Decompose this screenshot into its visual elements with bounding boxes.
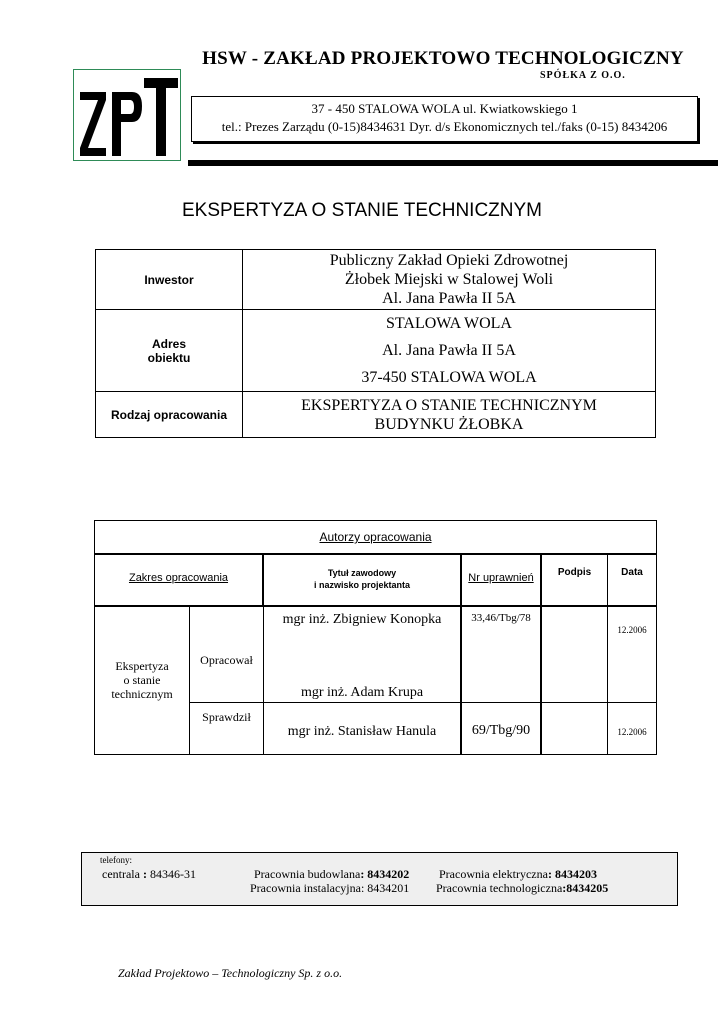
- scope-cell: [95, 659, 189, 701]
- author-konopka: mgr inż. Zbigniew Konopka: [282, 612, 442, 627]
- company-name: HSW - ZAKŁAD PROJEKTOWO TECHNOLOGICZNY: [202, 48, 684, 69]
- role-prepared: Opracował: [200, 653, 253, 667]
- phones-line: tel.: Prezes Zarządu (0-15)8434631 Dyr. d/s Ekonomicznych tel./faks (0-15) 8434206: [221, 119, 668, 134]
- scope-line: o stanie: [123, 673, 161, 687]
- date-prepared: 12.2006: [617, 625, 647, 635]
- phone-electric-value: : 8434203: [547, 867, 597, 881]
- address-label: [96, 310, 243, 392]
- investor-line: Publiczny Zakład Opieki Zdrowotnej: [329, 252, 569, 269]
- footer-note: Zakład Projektowo – Technologiczny Sp. z o.o.: [118, 966, 343, 980]
- address-value-line: STALOWA WOLA: [386, 315, 512, 332]
- phone-building-value: : 8434202: [360, 867, 410, 881]
- document-title: EKSPERTYZA O STANIE TECHNICZNYM: [181, 200, 542, 221]
- row-divider: [95, 605, 656, 607]
- phones-heading: telefony:: [100, 855, 132, 865]
- address-line: 37 - 450 STALOWA WOLA ul. Kwiatkowskiego 1: [311, 101, 578, 116]
- phone-install: Pracownia instalacyjna: 8434201: [250, 881, 410, 895]
- address-label-line: obiektu: [147, 350, 191, 365]
- col-scope-header: Zakres opracowania: [128, 572, 229, 584]
- investor-label: Inwestor: [96, 250, 243, 310]
- author-hanula-license: 69/Tbg/90: [471, 723, 531, 738]
- type-label: Rodzaj opracowania: [96, 392, 243, 438]
- address-value-line: Al. Jana Pawła II 5A: [382, 342, 516, 359]
- address-value: [243, 310, 656, 392]
- zpt-logo-icon: [74, 70, 180, 160]
- col-date-header: Data: [621, 567, 643, 578]
- col-divider: [189, 606, 190, 754]
- phones-box: [81, 852, 678, 906]
- role-checked: Sprawdził: [202, 710, 251, 724]
- header-divider: [188, 160, 718, 166]
- authors-title: Autorzy opracowania: [319, 530, 432, 544]
- phone-building-label: Pracownia budowlana: [254, 867, 361, 881]
- address-value-line: 37-450 STALOWA WOLA: [361, 369, 537, 386]
- phone-central-label: centrala: [102, 867, 143, 881]
- phone-building: [254, 867, 409, 882]
- scope-line: technicznym: [111, 687, 173, 701]
- phone-electric: [439, 867, 597, 882]
- col-signature-header: Podpis: [557, 567, 592, 578]
- phone-tech-value: :8434205: [562, 881, 609, 895]
- col-title-header-line: i nazwisko projektanta: [313, 580, 411, 590]
- phone-central-colon: :: [142, 867, 147, 881]
- company-form: SPÓŁKA Z O.O.: [540, 70, 626, 81]
- type-value-line: BUDYNKU ŻŁOBKA: [374, 415, 524, 433]
- col-divider: [607, 554, 608, 754]
- type-value-line: EKSPERTYZA O STANIE TECHNICZNYM: [301, 396, 597, 414]
- phone-tech-label: Pracownia technologiczna: [436, 881, 563, 895]
- phone-tech: [436, 881, 608, 896]
- col-license-header: Nr uprawnień: [468, 572, 534, 584]
- investor-line: Al. Jana Pawła II 5A: [382, 290, 516, 307]
- address-box: [191, 96, 698, 142]
- investor-value: [243, 250, 656, 310]
- row-divider: [189, 702, 656, 703]
- col-divider: [540, 554, 542, 754]
- address-label-line: Adres: [151, 336, 186, 351]
- type-value: [243, 392, 656, 438]
- project-info-table: [95, 249, 656, 438]
- scope-line: Ekspertyza: [115, 659, 169, 673]
- author-krupa: mgr inż. Adam Krupa: [300, 685, 424, 700]
- phone-electric-label: Pracownia elektryczna: [439, 867, 548, 881]
- author-konopka-license: 33,46/Tbg/78: [471, 612, 531, 624]
- company-logo: [73, 69, 181, 161]
- phone-central-value: 84346-31: [146, 867, 196, 881]
- row-divider: [95, 553, 656, 555]
- authors-table: [94, 520, 657, 755]
- col-title-header: [264, 567, 460, 591]
- author-hanula: mgr inż. Stanisław Hanula: [287, 724, 437, 739]
- col-title-header-line: Tytuł zawodowy: [327, 568, 397, 578]
- investor-line: Żłobek Miejski w Stalowej Woli: [344, 271, 554, 288]
- phone-central: [102, 867, 196, 882]
- date-checked: 12.2006: [617, 727, 647, 737]
